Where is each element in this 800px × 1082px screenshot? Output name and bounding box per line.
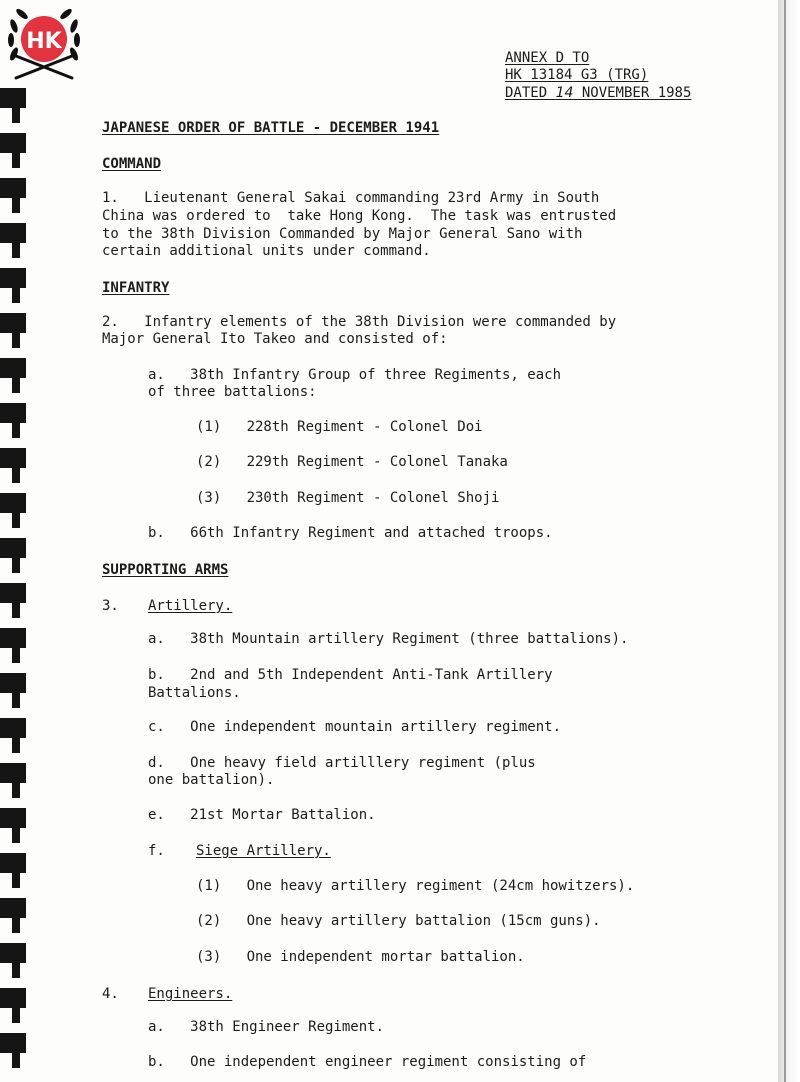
annex-line: ANNEX D TO <box>505 50 590 66</box>
regiment-item: (3) 230th Regiment - Colonel Shoji <box>196 490 500 506</box>
paragraph-line: China was ordered to take Hong Kong. The task was entrusted <box>102 208 617 224</box>
list-item: d. One heavy field artilllery regiment (plus <box>148 755 536 771</box>
list-item: a. 38th Mountain artillery Regiment (three battalions). <box>148 631 629 647</box>
list-item: e. 21st Mortar Battalion. <box>148 807 376 823</box>
list-item: a. 38th Infantry Group of three Regiments, each <box>148 367 562 383</box>
regiment-item: (1) 228th Regiment - Colonel Doi <box>196 419 483 435</box>
page-edge <box>784 0 786 1082</box>
list-item: b. 66th Infantry Regiment and attached troops. <box>148 525 553 541</box>
list-item: one battalion). <box>148 772 275 788</box>
list-item: a. 38th Engineer Regiment. <box>148 1019 385 1035</box>
siege-artillery-heading: Siege Artillery. <box>196 843 331 859</box>
paragraph-line: 1. Lieutenant General Sakai commanding 23rd Army in South <box>102 190 600 206</box>
handwritten-day: 14 <box>555 85 574 101</box>
siege-item: (3) One independent mortar battalion. <box>196 949 525 965</box>
dated-line: DATED 14 NOVEMBER 1985 <box>505 85 692 101</box>
regiment-item: (2) 229th Regiment - Colonel Tanaka <box>196 454 508 470</box>
list-item: b. 2nd and 5th Independent Anti-Tank Artillery <box>148 667 553 683</box>
list-item: b. One independent engineer regiment consisting of <box>148 1054 587 1070</box>
page-edge-shadow <box>778 0 800 1082</box>
paragraph-line: certain additional units under command. <box>102 243 431 259</box>
spiral-binding <box>0 88 30 1082</box>
command-heading: COMMAND <box>102 156 162 172</box>
paragraph-line: to the 38th Division Commanded by Major General Sano with <box>102 226 583 242</box>
hk-wreath-logo <box>8 6 80 82</box>
supporting-arms-heading: SUPPORTING ARMS <box>102 562 229 578</box>
list-item: c. One independent mountain artillery regiment. <box>148 719 562 735</box>
engineers-heading: Engineers. <box>148 986 233 1002</box>
section-number: 3. <box>102 598 119 614</box>
paragraph-line: Major General Ito Takeo and consisted of: <box>102 331 448 347</box>
paragraph-line: 2. Infantry elements of the 38th Division were commanded by <box>102 314 617 330</box>
list-item-label: f. <box>148 843 165 859</box>
section-number: 4. <box>102 986 119 1002</box>
document-title: JAPANESE ORDER OF BATTLE - DECEMBER 1941 <box>102 120 440 136</box>
list-item: of three battalions: <box>148 384 317 400</box>
artillery-heading: Artillery. <box>148 598 233 614</box>
list-item: Battalions. <box>148 685 241 701</box>
infantry-heading: INFANTRY <box>102 280 170 296</box>
reference-number: HK 13184 G3 (TRG) <box>505 67 649 83</box>
svg-text:HK: HK <box>26 29 62 54</box>
siege-item: (2) One heavy artillery battalion (15cm guns). <box>196 913 601 929</box>
siege-item: (1) One heavy artillery regiment (24cm howitzers). <box>196 878 635 894</box>
